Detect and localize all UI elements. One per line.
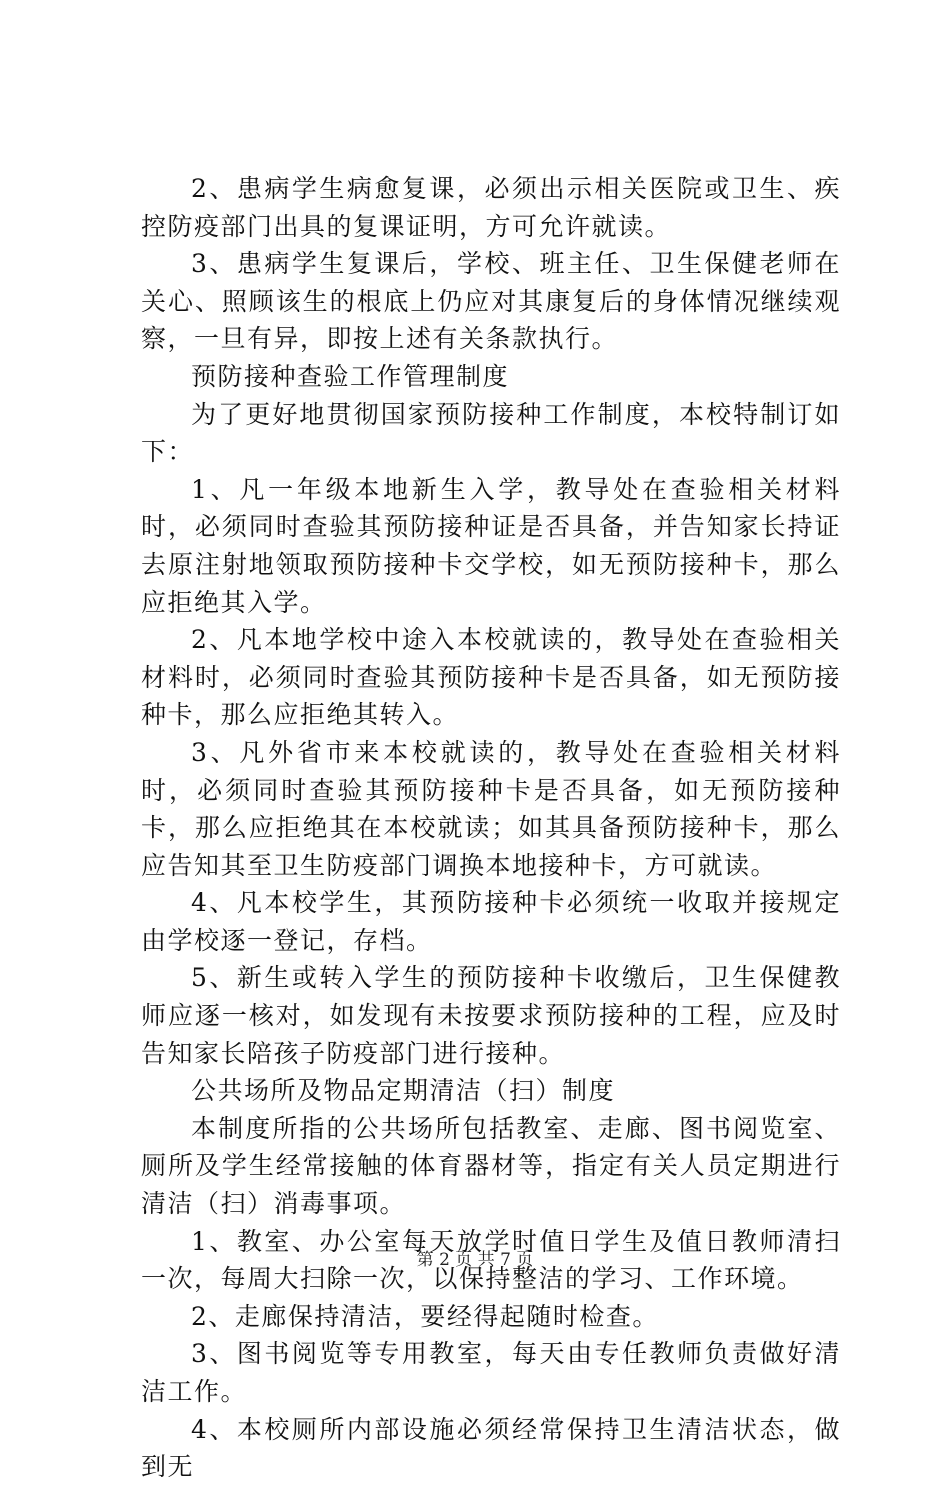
paragraph: 2、患病学生病愈复课，必须出示相关医院或卫生、疾控防疫部门出具的复课证明，方可允许就读。 (141, 174, 841, 241)
paragraph: 4、本校厕所内部设施必须经常保持卫生清洁状态，做到无 (141, 1414, 841, 1482)
paragraph: 3、图书阅览等专用教室，每天由专任教师负责做好清洁工作。 (141, 1339, 841, 1406)
paragraph: 2、凡本地学校中途入本校就读的，教导处在查验相关材料时，必须同时查验其预防接种卡是否具备，如无预防接种卡，那么应拒绝其转入。 (141, 625, 841, 730)
paragraph: 1、教室、办公室每天放学时值日学生及值日教师清扫一次，每周大扫除一次，以保持整洁的学习、工作环境。 (141, 1226, 841, 1294)
paragraph: 2、走廊保持清洁，要经得起随时检查。 (191, 1301, 659, 1331)
paragraph: 1、凡一年级本地新生入学，教导处在查验相关材料时，必须同时查验其预防接种证是否具备，并告知家长持证去原注射地领取预防接种卡交学校，如无预防接种卡，那么应拒绝其入学。 (141, 474, 841, 617)
paragraph: 3、患病学生复课后，学校、班主任、卫生保健老师在关心、照顾该生的根底上仍应对其康复后的身体情况继续观察，一旦有异，即按上述有关条款执行。 (141, 249, 841, 354)
section-heading: 预防接种查验工作管理制度 (191, 361, 510, 391)
paragraph: 为了更好地贯彻国家预防接种工作制度，本校特制订如下： (141, 399, 841, 467)
paragraph: 3、凡外省市来本校就读的，教导处在查验相关材料时，必须同时查验其预防接种卡是否具备，如无预防接种卡，那么应拒绝其在本校就读；如其具备预防接种卡，那么应告知其至卫生防疫部门调换本地接种卡，方可就读。 (141, 737, 841, 880)
page-footer: 第 2 页 共 7 页 (416, 1250, 534, 1270)
section-heading: 公共场所及物品定期清洁（扫）制度 (191, 1076, 616, 1106)
paragraph: 5、新生或转入学生的预防接种卡收缴后，卫生保健教师应逐一核对，如发现有未按要求预防接种的工程，应及时告知家长陪孩子防疫部门进行接种。 (141, 963, 841, 1068)
paragraph: 本制度所指的公共场所包括教室、走廊、图书阅览室、厕所及学生经常接触的体育器材等，指定有关人员定期进行清洁（扫）消毒事项。 (141, 1113, 841, 1219)
paragraph: 4、凡本校学生，其预防接种卡必须统一收取并接规定由学校逐一登记，存档。 (141, 888, 841, 955)
document-body (141, 170, 841, 1486)
